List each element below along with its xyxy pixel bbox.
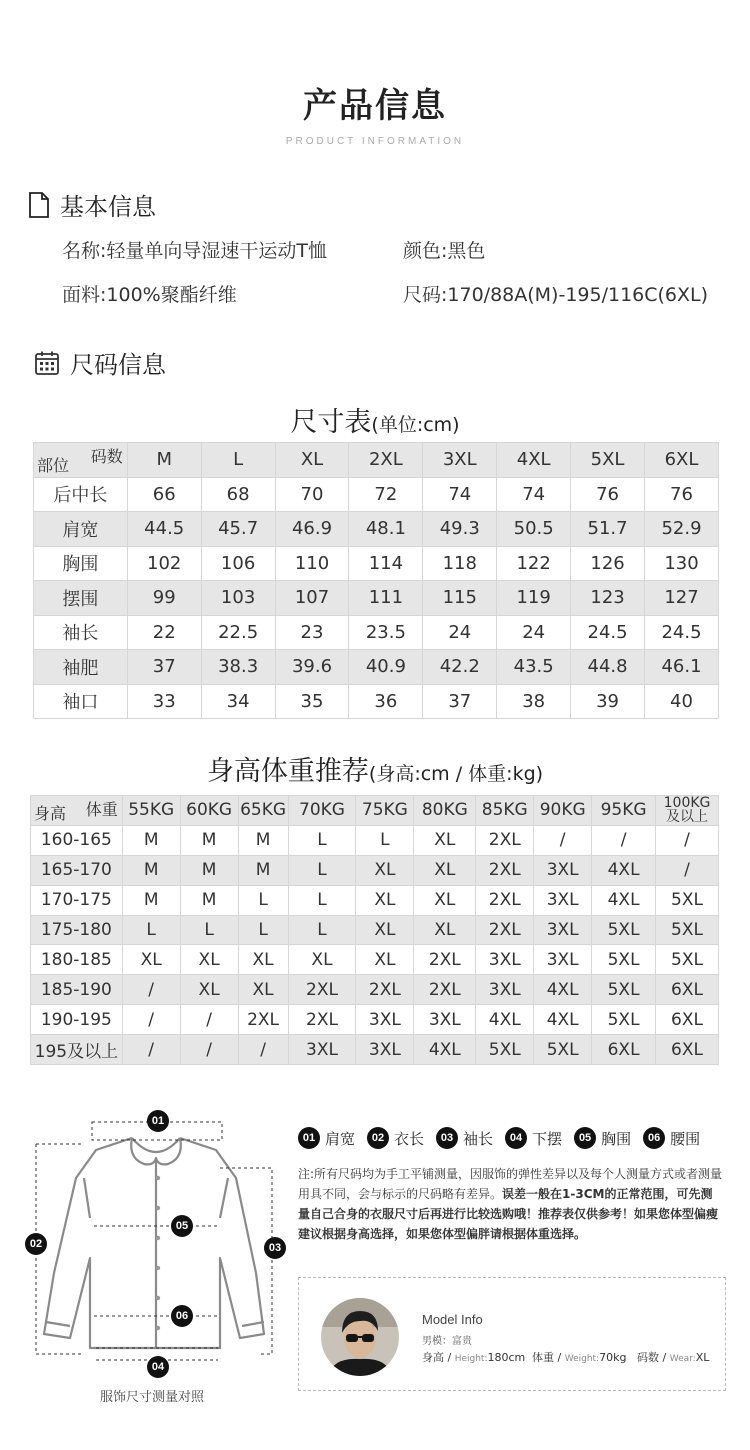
table-cell: XL xyxy=(356,915,414,945)
corner-bottom: 身高 xyxy=(34,803,67,823)
measure-legend xyxy=(298,1127,712,1149)
table-cell: XL xyxy=(414,885,476,915)
row-label: 165-170 xyxy=(31,855,123,885)
table-cell: 76 xyxy=(645,477,719,512)
table-cell: 3XL xyxy=(534,855,592,885)
note-bold: 误差一般在1-3CM的正常范围，可先测量自己合身的衣服尺寸后再进行比较选购哦！推荐表仅供参考！如果您体型偏瘦建议根据身高选择，如果您体型偏胖请根据体重选择。 xyxy=(298,1187,719,1241)
table-cell: 107 xyxy=(275,581,349,616)
weight-value: 70kg xyxy=(599,1351,627,1364)
model-info-title: Model Info xyxy=(422,1312,483,1327)
table-row xyxy=(34,546,719,581)
table-cell: 44.5 xyxy=(127,512,201,547)
table-cell: 3XL xyxy=(476,945,534,975)
table-cell: / xyxy=(592,825,656,855)
size-label: 码数 / xyxy=(637,1351,667,1364)
table-cell: M xyxy=(180,825,238,855)
row-label: 摆围 xyxy=(34,581,128,616)
table-cell: 4XL xyxy=(476,1005,534,1035)
table-cell: / xyxy=(122,1035,180,1065)
legend-marker: 06 xyxy=(643,1127,665,1149)
table-cell: 40 xyxy=(645,684,719,719)
legend-item xyxy=(298,1127,355,1149)
table-cell: / xyxy=(238,1035,288,1065)
legend-label: 下摆 xyxy=(532,1129,563,1148)
table-cell: 6XL xyxy=(592,1035,656,1065)
table-cell: M xyxy=(238,855,288,885)
table-cell: 3XL xyxy=(356,1035,414,1065)
legend-label: 胸围 xyxy=(601,1129,632,1148)
model-size xyxy=(637,1349,709,1365)
table-cell: 103 xyxy=(201,581,275,616)
size-table-title xyxy=(0,400,750,439)
table-cell: L xyxy=(238,885,288,915)
table-cell: 106 xyxy=(201,546,275,581)
table-cell: 130 xyxy=(645,546,719,581)
table-cell: 76 xyxy=(571,477,645,512)
table-cell: 37 xyxy=(127,650,201,685)
shirt-diagram xyxy=(24,1108,294,1376)
legend-marker: 02 xyxy=(367,1127,389,1149)
corner-top: 码数 xyxy=(90,447,123,466)
table-cell: 3XL xyxy=(476,975,534,1005)
table-cell: / xyxy=(180,1005,238,1035)
row-label: 190-195 xyxy=(31,1005,123,1035)
row-label: 185-190 xyxy=(31,975,123,1005)
table-cell: 4XL xyxy=(592,885,656,915)
table-cell: 39.6 xyxy=(275,650,349,685)
table-cell: 46.1 xyxy=(645,650,719,685)
row-label: 后中长 xyxy=(34,477,128,512)
table-cell: 3XL xyxy=(288,1035,356,1065)
table-cell: 24 xyxy=(423,615,497,650)
table-cell: 5XL xyxy=(656,945,719,975)
table-row xyxy=(34,581,719,616)
size-column-header: XL xyxy=(275,443,349,478)
table-row xyxy=(31,945,719,975)
table-cell: 3XL xyxy=(356,1005,414,1035)
size-column-header: 3XL xyxy=(423,443,497,478)
rec-column-header: 90KG xyxy=(534,796,592,826)
row-label: 肩宽 xyxy=(34,512,128,547)
table-cell: 6XL xyxy=(656,1005,719,1035)
table-cell: / xyxy=(534,825,592,855)
weight-label: 体重 / xyxy=(532,1351,562,1364)
product-color: 颜色:黑色 xyxy=(403,240,486,262)
table-cell: 5XL xyxy=(656,885,719,915)
last-col-line2: 及以上 xyxy=(666,809,709,826)
table-row xyxy=(31,1005,719,1035)
marker-05: 05 xyxy=(171,1215,193,1237)
table-cell: L xyxy=(180,915,238,945)
size-table xyxy=(33,442,719,719)
table-cell: 68 xyxy=(201,477,275,512)
table-cell: M xyxy=(122,855,180,885)
table-cell: 24.5 xyxy=(571,615,645,650)
table-cell: XL xyxy=(414,825,476,855)
rec-corner-cell xyxy=(31,796,123,826)
model-info-box xyxy=(298,1277,726,1391)
table-row xyxy=(34,615,719,650)
row-label: 袖长 xyxy=(34,615,128,650)
table-cell: 5XL xyxy=(592,1005,656,1035)
table-cell: 2XL xyxy=(476,885,534,915)
table-cell: 24 xyxy=(497,615,571,650)
rec-table-title-text: 身高体重推荐 xyxy=(206,756,369,787)
height-en: Height: xyxy=(454,1354,488,1364)
rec-table-unit: (身高:cm / 体重:kg) xyxy=(368,763,544,785)
table-row xyxy=(31,915,719,945)
legend-item xyxy=(367,1127,424,1149)
rec-column-header: 95KG xyxy=(592,796,656,826)
table-cell: 51.7 xyxy=(571,512,645,547)
rec-table xyxy=(30,795,719,1065)
row-label: 胸围 xyxy=(34,546,128,581)
page-subtitle: PRODUCT INFORMATION xyxy=(285,136,465,147)
table-cell: 3XL xyxy=(534,885,592,915)
size-table-title-text: 尺寸表 xyxy=(290,407,372,438)
size-column-header: 5XL xyxy=(571,443,645,478)
table-cell: 46.9 xyxy=(275,512,349,547)
row-label: 195及以上 xyxy=(31,1035,123,1065)
row-label: 160-165 xyxy=(31,825,123,855)
table-cell: M xyxy=(122,825,180,855)
basic-info-heading xyxy=(28,187,156,222)
marker-03: 03 xyxy=(264,1237,286,1259)
table-cell: 38.3 xyxy=(201,650,275,685)
model-name: 男模：富贵 xyxy=(422,1336,472,1347)
size-column-header: L xyxy=(201,443,275,478)
size-column-header: 4XL xyxy=(497,443,571,478)
table-cell: XL xyxy=(238,945,288,975)
table-cell: 24.5 xyxy=(645,615,719,650)
legend-label: 衣长 xyxy=(394,1129,425,1148)
model-height xyxy=(422,1349,525,1365)
document-icon xyxy=(28,192,50,218)
table-cell: 114 xyxy=(349,546,423,581)
table-cell: L xyxy=(122,915,180,945)
table-cell: XL xyxy=(414,855,476,885)
calendar-icon xyxy=(34,350,60,376)
marker-06: 06 xyxy=(171,1305,193,1327)
marker-02: 02 xyxy=(25,1233,47,1255)
rec-column-header-last xyxy=(656,796,719,826)
legend-item xyxy=(505,1127,562,1149)
table-cell: 70 xyxy=(275,477,349,512)
table-cell: 23.5 xyxy=(349,615,423,650)
table-row xyxy=(31,885,719,915)
legend-item xyxy=(436,1127,493,1149)
table-cell: 5XL xyxy=(476,1035,534,1065)
table-cell: 5XL xyxy=(656,915,719,945)
table-cell: XL xyxy=(356,885,414,915)
size-column-header: 2XL xyxy=(349,443,423,478)
table-cell: 45.7 xyxy=(201,512,275,547)
product-fabric: 面料:100%聚酯纤维 xyxy=(62,284,237,306)
size-note xyxy=(298,1164,724,1244)
table-cell: 66 xyxy=(127,477,201,512)
table-cell: 2XL xyxy=(476,915,534,945)
table-cell: XL xyxy=(414,915,476,945)
legend-item xyxy=(574,1127,631,1149)
table-cell: 4XL xyxy=(534,1005,592,1035)
table-cell: 2XL xyxy=(476,855,534,885)
table-cell: 5XL xyxy=(534,1035,592,1065)
size-info-label: 尺码信息 xyxy=(70,351,166,379)
table-cell: 48.1 xyxy=(349,512,423,547)
table-cell: 2XL xyxy=(288,1005,356,1035)
table-cell: 110 xyxy=(275,546,349,581)
table-cell: 33 xyxy=(127,684,201,719)
table-cell: 126 xyxy=(571,546,645,581)
legend-marker: 04 xyxy=(505,1127,527,1149)
size-corner-cell xyxy=(34,443,128,478)
table-cell: 118 xyxy=(423,546,497,581)
table-cell: 43.5 xyxy=(497,650,571,685)
legend-marker: 05 xyxy=(574,1127,596,1149)
table-row xyxy=(34,477,719,512)
table-cell: L xyxy=(288,855,356,885)
table-row xyxy=(34,684,719,719)
table-cell: 22.5 xyxy=(201,615,275,650)
row-label: 袖口 xyxy=(34,684,128,719)
corner-bottom: 部位 xyxy=(37,455,70,475)
table-cell: 2XL xyxy=(288,975,356,1005)
size-header-row xyxy=(34,443,719,478)
table-cell: L xyxy=(288,915,356,945)
table-cell: 6XL xyxy=(656,975,719,1005)
size-info-heading xyxy=(34,345,166,380)
table-cell: L xyxy=(238,915,288,945)
table-cell: 36 xyxy=(349,684,423,719)
table-cell: / xyxy=(656,825,719,855)
table-cell: 99 xyxy=(127,581,201,616)
table-cell: 2XL xyxy=(414,975,476,1005)
height-value: 180cm xyxy=(487,1351,526,1364)
table-cell: XL xyxy=(238,975,288,1005)
table-cell: 23 xyxy=(275,615,349,650)
table-cell: XL xyxy=(122,945,180,975)
table-cell: M xyxy=(238,825,288,855)
table-cell: 5XL xyxy=(592,975,656,1005)
table-cell: 4XL xyxy=(414,1035,476,1065)
table-cell: M xyxy=(122,885,180,915)
table-cell: 3XL xyxy=(534,915,592,945)
table-cell: XL xyxy=(180,975,238,1005)
table-cell: XL xyxy=(356,855,414,885)
size-value: XL xyxy=(695,1351,710,1364)
table-row xyxy=(34,512,719,547)
size-column-header: 6XL xyxy=(645,443,719,478)
table-cell: 115 xyxy=(423,581,497,616)
last-col-line1: 100KG xyxy=(663,795,711,812)
legend-label: 腰围 xyxy=(670,1129,701,1148)
size-column-header: M xyxy=(127,443,201,478)
product-name: 名称:轻量单向导湿速干运动T恤 xyxy=(62,240,328,262)
table-cell: 52.9 xyxy=(645,512,719,547)
table-cell: L xyxy=(288,885,356,915)
table-cell: 127 xyxy=(645,581,719,616)
basic-info-label: 基本信息 xyxy=(60,193,156,221)
table-cell: 2XL xyxy=(414,945,476,975)
table-cell: 6XL xyxy=(656,1035,719,1065)
table-cell: 111 xyxy=(349,581,423,616)
table-cell: 5XL xyxy=(592,915,656,945)
row-label: 袖肥 xyxy=(34,650,128,685)
table-cell: 123 xyxy=(571,581,645,616)
rec-column-header: 80KG xyxy=(414,796,476,826)
table-cell: 50.5 xyxy=(497,512,571,547)
rec-table-title xyxy=(0,749,750,788)
table-cell: 72 xyxy=(349,477,423,512)
size-table-unit: (单位:cm) xyxy=(371,414,460,436)
table-cell: 44.8 xyxy=(571,650,645,685)
table-cell: 40.9 xyxy=(349,650,423,685)
table-row xyxy=(34,650,719,685)
table-cell: 39 xyxy=(571,684,645,719)
diagram-caption: 服饰尺寸测量对照 xyxy=(100,1390,205,1405)
rec-column-header: 60KG xyxy=(180,796,238,826)
table-cell: 2XL xyxy=(356,975,414,1005)
rec-column-header: 70KG xyxy=(288,796,356,826)
rec-column-header: 55KG xyxy=(122,796,180,826)
table-row xyxy=(31,1035,719,1065)
table-cell: 22 xyxy=(127,615,201,650)
height-label: 身高 / xyxy=(422,1351,452,1364)
model-avatar xyxy=(320,1297,400,1377)
table-cell: / xyxy=(122,975,180,1005)
rec-header-row xyxy=(31,796,719,826)
legend-marker: 01 xyxy=(298,1127,320,1149)
table-cell: / xyxy=(656,855,719,885)
page-title: 产品信息 xyxy=(303,86,447,126)
weight-en: Weight: xyxy=(564,1354,600,1364)
model-weight xyxy=(532,1349,626,1365)
corner-top: 体重 xyxy=(85,800,118,819)
legend-item xyxy=(643,1127,700,1149)
rec-column-header: 75KG xyxy=(356,796,414,826)
table-cell: L xyxy=(356,825,414,855)
product-size-range: 尺码:170/88A(M)-195/116C(6XL) xyxy=(403,284,709,306)
table-cell: 74 xyxy=(497,477,571,512)
table-cell: L xyxy=(288,825,356,855)
table-cell: XL xyxy=(180,945,238,975)
marker-04: 04 xyxy=(147,1356,169,1378)
table-cell: 49.3 xyxy=(423,512,497,547)
row-label: 170-175 xyxy=(31,885,123,915)
table-cell: 5XL xyxy=(592,945,656,975)
table-cell: XL xyxy=(356,945,414,975)
table-row xyxy=(31,855,719,885)
legend-label: 袖长 xyxy=(463,1129,494,1148)
table-cell: 35 xyxy=(275,684,349,719)
table-cell: 38 xyxy=(497,684,571,719)
legend-label: 肩宽 xyxy=(325,1129,356,1148)
table-row xyxy=(31,975,719,1005)
table-cell: 4XL xyxy=(592,855,656,885)
row-label: 175-180 xyxy=(31,915,123,945)
table-cell: 102 xyxy=(127,546,201,581)
size-en: Wear: xyxy=(669,1354,696,1364)
legend-marker: 03 xyxy=(436,1127,458,1149)
rec-column-header: 85KG xyxy=(476,796,534,826)
table-cell: / xyxy=(180,1035,238,1065)
table-cell: M xyxy=(180,855,238,885)
note-normal: 注:所有尺码均为手工平铺测量，因服饰的弹性差异以及每个人测量方式或者测量用具不同，会与标示的尺码略有差异。 xyxy=(298,1167,723,1201)
table-cell: 37 xyxy=(423,684,497,719)
table-cell: 2XL xyxy=(476,825,534,855)
table-cell: 119 xyxy=(497,581,571,616)
table-cell: 3XL xyxy=(534,945,592,975)
table-cell: XL xyxy=(288,945,356,975)
table-row xyxy=(31,825,719,855)
table-cell: M xyxy=(180,885,238,915)
row-label: 180-185 xyxy=(31,945,123,975)
marker-01: 01 xyxy=(147,1110,169,1132)
table-cell: 34 xyxy=(201,684,275,719)
table-cell: 42.2 xyxy=(423,650,497,685)
table-cell: 2XL xyxy=(238,1005,288,1035)
rec-column-header: 65KG xyxy=(238,796,288,826)
table-cell: 74 xyxy=(423,477,497,512)
table-cell: 4XL xyxy=(534,975,592,1005)
table-cell: 3XL xyxy=(414,1005,476,1035)
table-cell: 122 xyxy=(497,546,571,581)
table-cell: / xyxy=(122,1005,180,1035)
